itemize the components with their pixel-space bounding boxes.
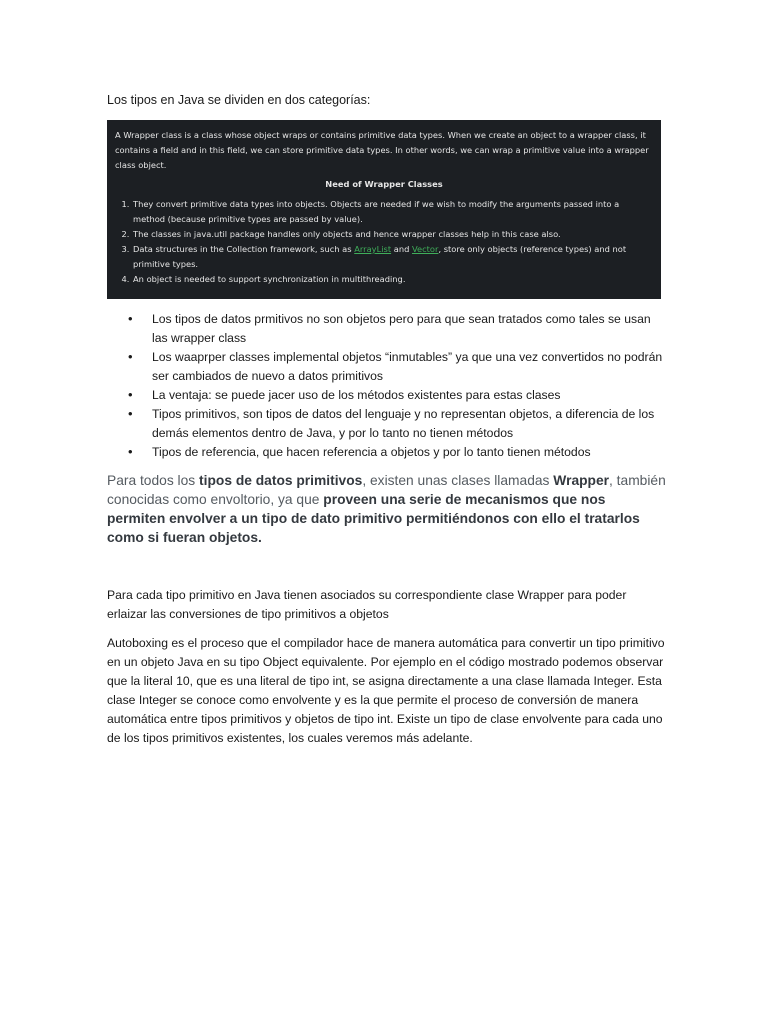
- wrapper-paragraph: [107, 471, 667, 547]
- wrapper-reasons-list: [115, 197, 653, 287]
- reason-text: Data structures in the Collection framework, such as: [133, 244, 355, 254]
- bullet-icon: •: [128, 444, 133, 459]
- bullet-icon: •: [128, 387, 133, 402]
- bullet-icon: •: [128, 406, 133, 421]
- arraylist-link[interactable]: ArrayList: [354, 244, 392, 254]
- list-item: [127, 443, 667, 462]
- wrapper-reason-item: 1. They convert primitive data types into objects. Objects are needed if we wish to modify the arguments passed into a method (because primitive types are passed by value).: [132, 197, 653, 227]
- vector-link[interactable]: Vector: [411, 244, 439, 254]
- list-item: [127, 348, 667, 386]
- reason-text: and: [391, 244, 412, 254]
- wrapper-reason-item: [132, 242, 653, 272]
- bullet-text: Los tipos de datos prmitivos no son objetos pero para que sean tratados como tales se usan las wrapper class: [152, 312, 651, 345]
- wrapper-text: , también conocidas como envoltorio, ya que: [107, 473, 666, 507]
- page-heading: Los tipos en Java se dividen en dos categorías:: [107, 93, 371, 107]
- conversion-paragraph: Para cada tipo primitivo en Java tienen asociados su correspondiente clase Wrapper para poder erlaizar las conversiones de tipo primitivos a objetos: [107, 588, 627, 621]
- wrapper-bold-text: Wrapper: [553, 473, 610, 488]
- autoboxing-paragraph: Autoboxing es el proceso que el compilador hace de manera automática para convertir un tipo primitivo en un objeto Java en su tipo Object equivalente. Por ejemplo en el código mostrado podemos observar que la literal 10, que es una literal de tipo int, se asigna directamente a una clase llamada Integer. Esta clase Integer se conoce como envolvente y es la que permite el proceso de conversión de manera automática entre tipos primitivos y objetos de tipo int. Existe un tipo de clase envolvente para cada uno de los tipos primitivos existentes, los cuales veremos más adelante.: [107, 636, 665, 745]
- wrapper-text: Para todos los: [107, 473, 200, 488]
- reason-text: , store only objects (reference types) and not primitive types.: [133, 244, 627, 269]
- wrapper-text: , existen unas clases llamadas: [362, 473, 554, 488]
- bullet-icon: •: [128, 311, 133, 326]
- wrapper-intro: A Wrapper class is a class whose object wraps or contains primitive data types. When we create an object to a wrapper class, it contains a field and in this field, we can store primitive data types. In other words, we can wrap a primitive value into a wrapper class object.: [115, 130, 649, 170]
- bullet-list: [127, 310, 667, 462]
- bullet-text: La ventaja: se puede jacer uso de los métodos existentes para estas clases: [152, 388, 561, 402]
- list-item: [127, 310, 667, 348]
- wrapper-reason-item: 2. The classes in java.util package handles only objects and hence wrapper classes help in this case also.: [132, 227, 653, 242]
- list-item: [127, 386, 667, 405]
- bullet-icon: •: [128, 349, 133, 364]
- bullet-text: Tipos primitivos, son tipos de datos del lenguaje y no representan objetos, a diferencia de los demás elementos dentro de Java, y por lo tanto no tienen métodos: [152, 407, 655, 440]
- wrapper-reason-item: 4. An object is needed to support synchronization in multithreading.: [132, 272, 653, 287]
- wrapper-box-title: Need of Wrapper Classes: [325, 179, 443, 189]
- wrapper-class-screenshot: [107, 120, 661, 299]
- bullet-text: Tipos de referencia, que hacen referencia a objetos y por lo tanto tienen métodos: [152, 445, 591, 459]
- bullet-text: Los waaprper classes implemental objetos “inmutables” ya que una vez convertidos no podrán ser cambiados de nuevo a datos primitivos: [152, 350, 663, 383]
- list-item: [127, 405, 667, 443]
- wrapper-bold-text: proveen una serie de mecanismos que nos permiten envolver a un tipo de dato primitivo permitiéndonos con ello el tratarlos como si fueran objetos.: [107, 492, 640, 545]
- wrapper-bold-text: tipos de datos primitivos: [199, 473, 363, 488]
